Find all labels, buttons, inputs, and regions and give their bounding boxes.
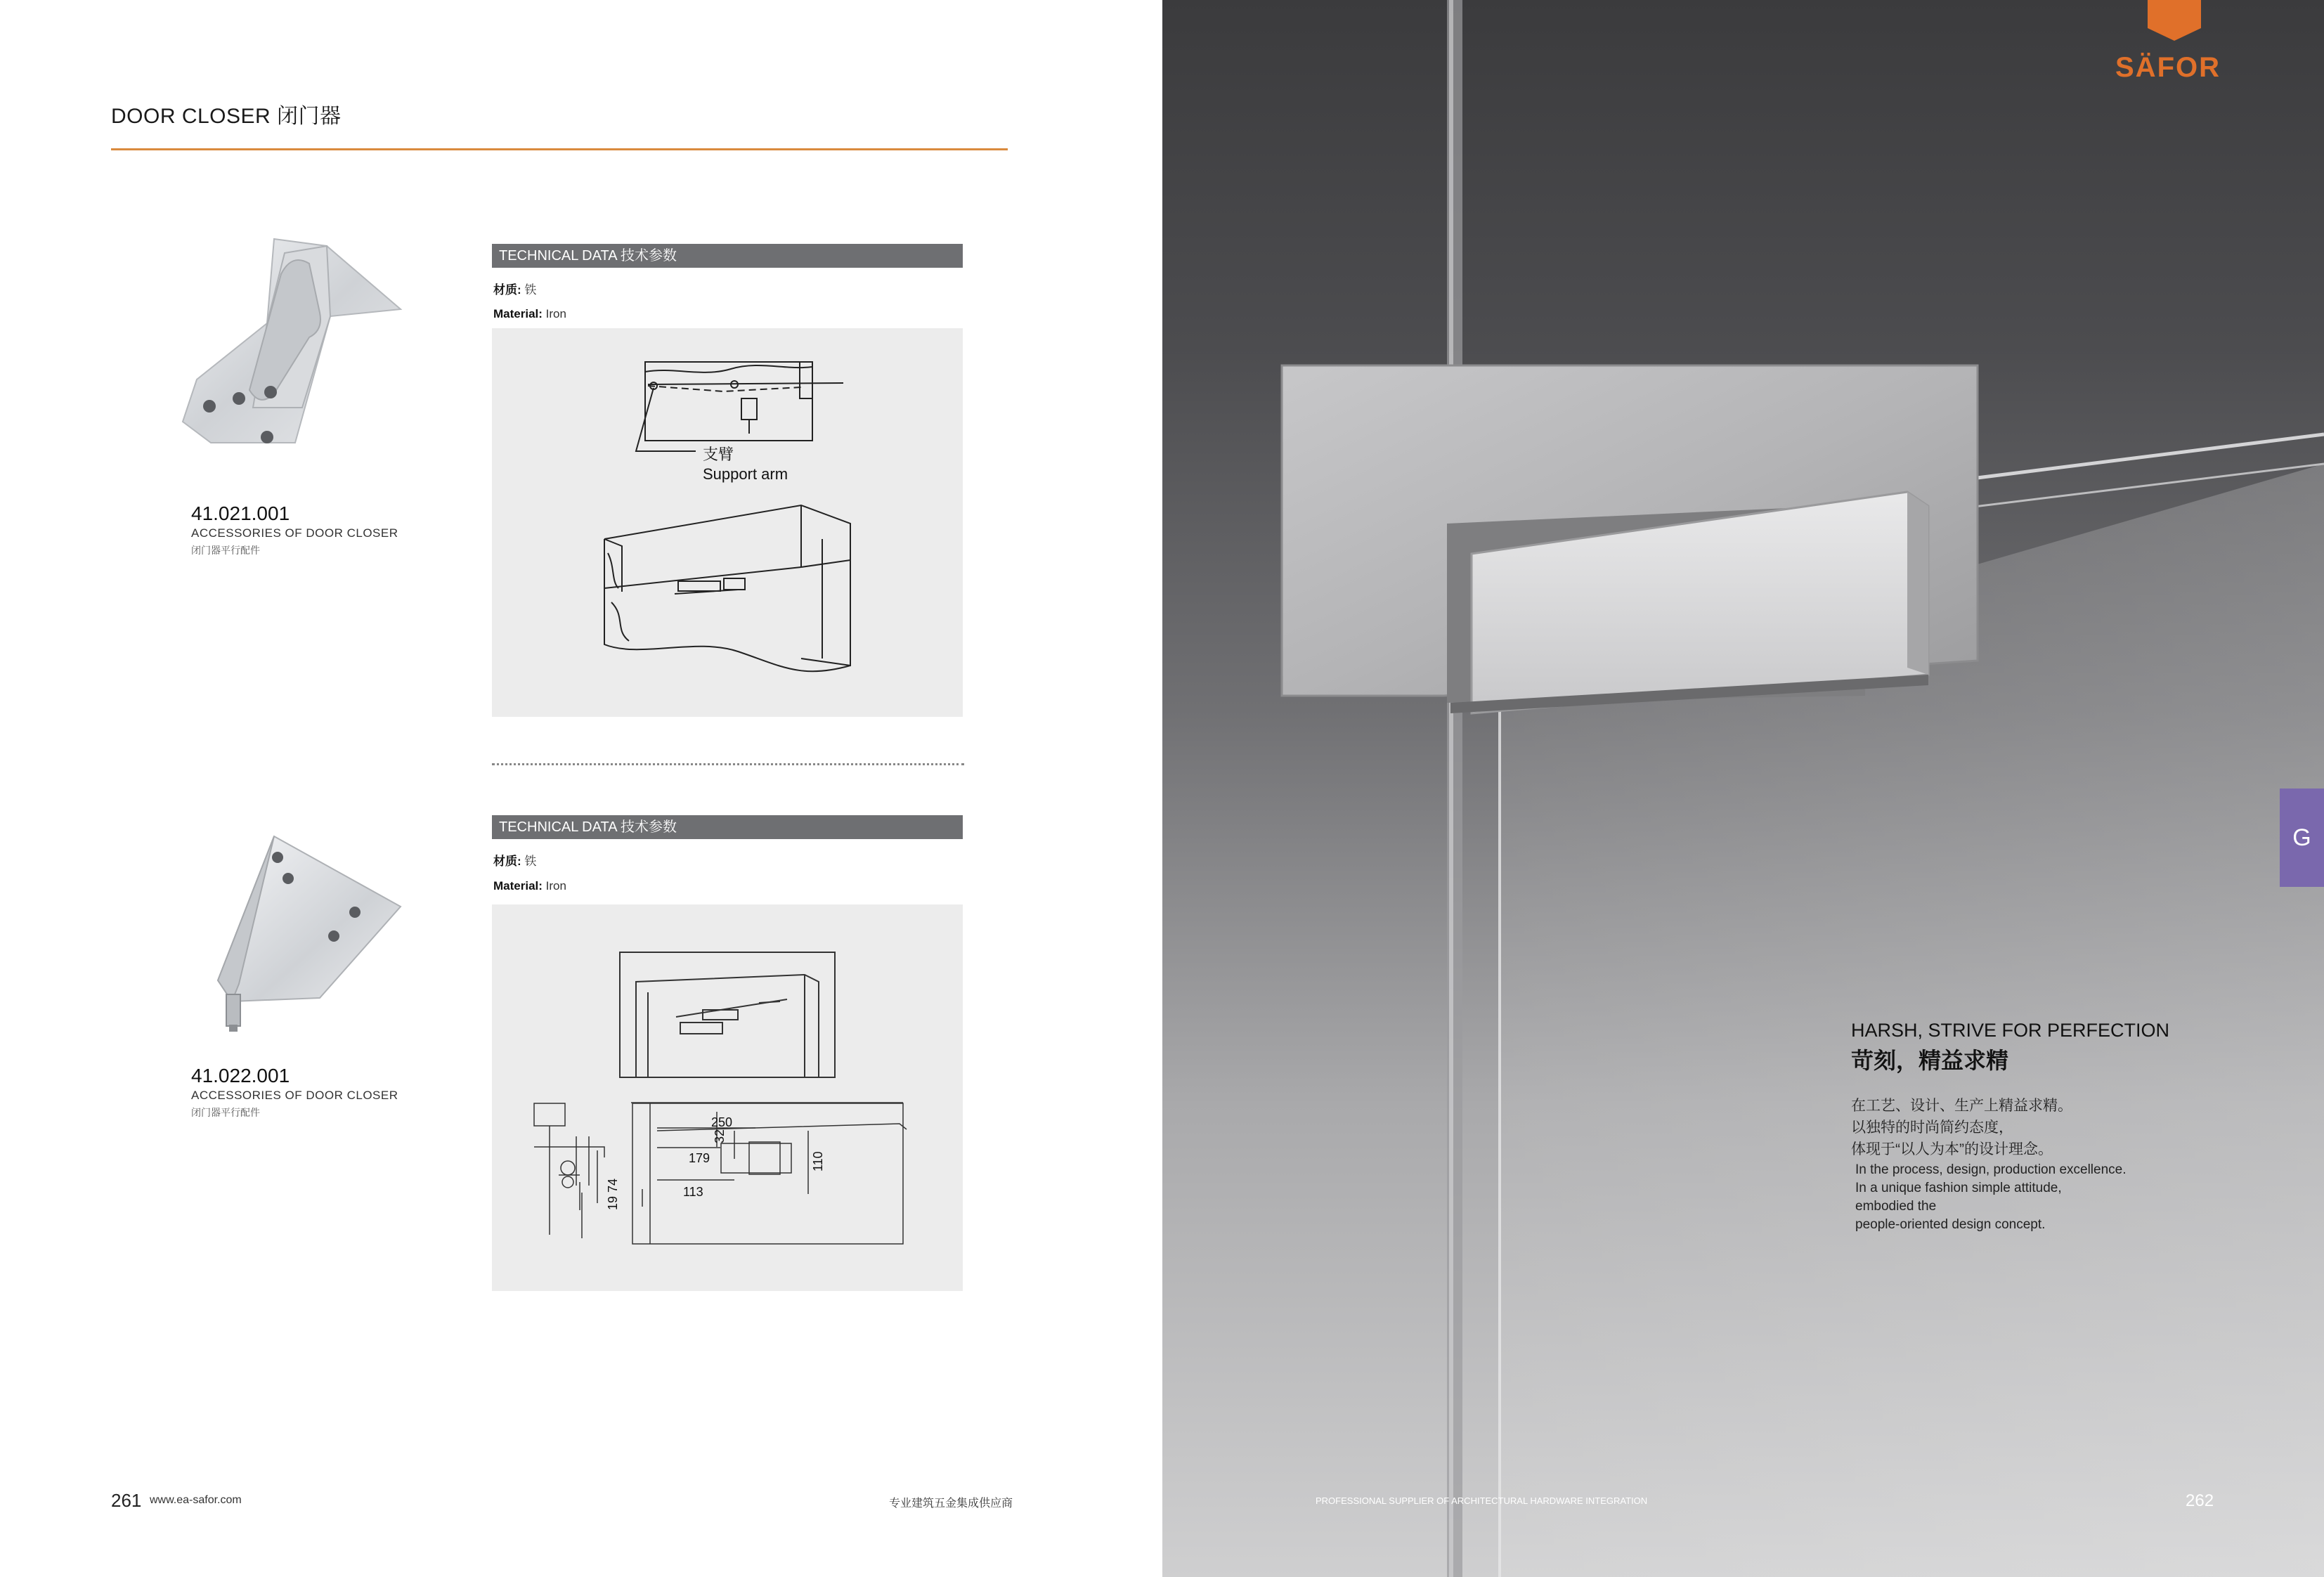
material-cn-value-2: 铁 <box>524 855 537 868</box>
product-code-1: 41.021.001 <box>191 502 290 524</box>
body-en-line-1: In the process, design, production excellence. <box>1855 1162 2127 1177</box>
material-cn-value-1: 铁 <box>524 283 537 297</box>
material-en-label-1: Material: <box>493 307 543 320</box>
dimension-250: 250 <box>711 1115 733 1129</box>
footer-slogan-cn: 专业建筑五金集成供应商 <box>889 1498 1013 1510</box>
support-arm-cn: 支臂 <box>703 446 734 463</box>
dimension-74: 74 <box>606 1178 620 1193</box>
bracket-product-image-1 <box>169 232 408 471</box>
dimension-113: 113 <box>683 1185 703 1199</box>
product-name-2: ACCESSORIES OF DOOR CLOSER <box>191 1089 398 1102</box>
footer-text-right: PROFESSIONAL SUPPLIER OF ARCHITECTURAL HARDWARE INTEGRATION <box>1316 1495 1648 1506</box>
product-name-cn-2: 闭门器平行配件 <box>191 1107 260 1118</box>
body-text-cn <box>1851 1095 2072 1160</box>
body-text-en <box>1855 1161 2127 1234</box>
material-cn-label-2: 材质: <box>493 855 521 868</box>
body-cn-line-3: 体现于“以人为本”的设计理念。 <box>1851 1141 2053 1157</box>
section-divider <box>492 763 964 765</box>
page-number-right: 262 <box>2186 1491 2214 1510</box>
material-en-value-2: Iron <box>545 879 566 893</box>
tech-data-header-1: TECHNICAL DATA 技术参数 <box>492 244 963 268</box>
body-en-line-4: people-oriented design concept. <box>1855 1217 2046 1232</box>
right-page <box>1162 0 2324 1577</box>
dimension-drawing-2 <box>492 904 963 1291</box>
body-en-line-2: In a unique fashion simple attitude, <box>1855 1181 2062 1195</box>
title-divider <box>111 148 1008 150</box>
product-code-2: 41.022.001 <box>191 1065 290 1086</box>
page-number-left: 261 <box>111 1490 142 1511</box>
dimension-32: 32 <box>713 1129 727 1143</box>
glass-door-hardware-photo <box>1162 0 2324 1577</box>
technical-diagram-1 <box>492 328 963 717</box>
product-name-cn-1: 闭门器平行配件 <box>191 545 260 556</box>
body-cn-line-2: 以独特的时尚简约态度， <box>1851 1120 2013 1136</box>
bracket-product-image-2 <box>197 829 408 1040</box>
support-arm-en: Support arm <box>703 465 788 483</box>
material-en-value-1: Iron <box>545 307 566 320</box>
section-title: DOOR CLOSER 闭门器 <box>111 105 342 128</box>
tagline-en: HARSH, STRIVE FOR PERFECTION <box>1851 1020 2170 1041</box>
material-cn-1 <box>493 280 536 297</box>
material-cn-2 <box>493 851 536 869</box>
material-en-label-2: Material: <box>493 879 543 893</box>
brand-logo: SÄFOR <box>2115 52 2221 83</box>
tech-data-header-2: TECHNICAL DATA 技术参数 <box>492 815 963 839</box>
technical-diagram-2 <box>492 904 963 1291</box>
body-en-line-3: embodied the <box>1855 1199 1937 1214</box>
tagline-cn: 苛刻，精益求精 <box>1851 1048 2009 1073</box>
dimension-19: 19 <box>606 1195 620 1210</box>
section-tab-g[interactable]: G <box>2280 788 2324 887</box>
material-en-1 <box>493 307 566 321</box>
logo-mark-icon <box>2141 0 2208 42</box>
website-url[interactable]: www.ea-safor.com <box>150 1494 242 1506</box>
material-cn-label-1: 材质: <box>493 283 521 297</box>
dimension-110: 110 <box>811 1151 825 1172</box>
body-cn-line-1: 在工艺、设计、生产上精益求精。 <box>1851 1098 2072 1114</box>
dimension-179: 179 <box>689 1151 710 1165</box>
product-name-1: ACCESSORIES OF DOOR CLOSER <box>191 526 398 540</box>
material-en-2 <box>493 879 566 893</box>
installation-drawing-1 <box>492 328 963 717</box>
